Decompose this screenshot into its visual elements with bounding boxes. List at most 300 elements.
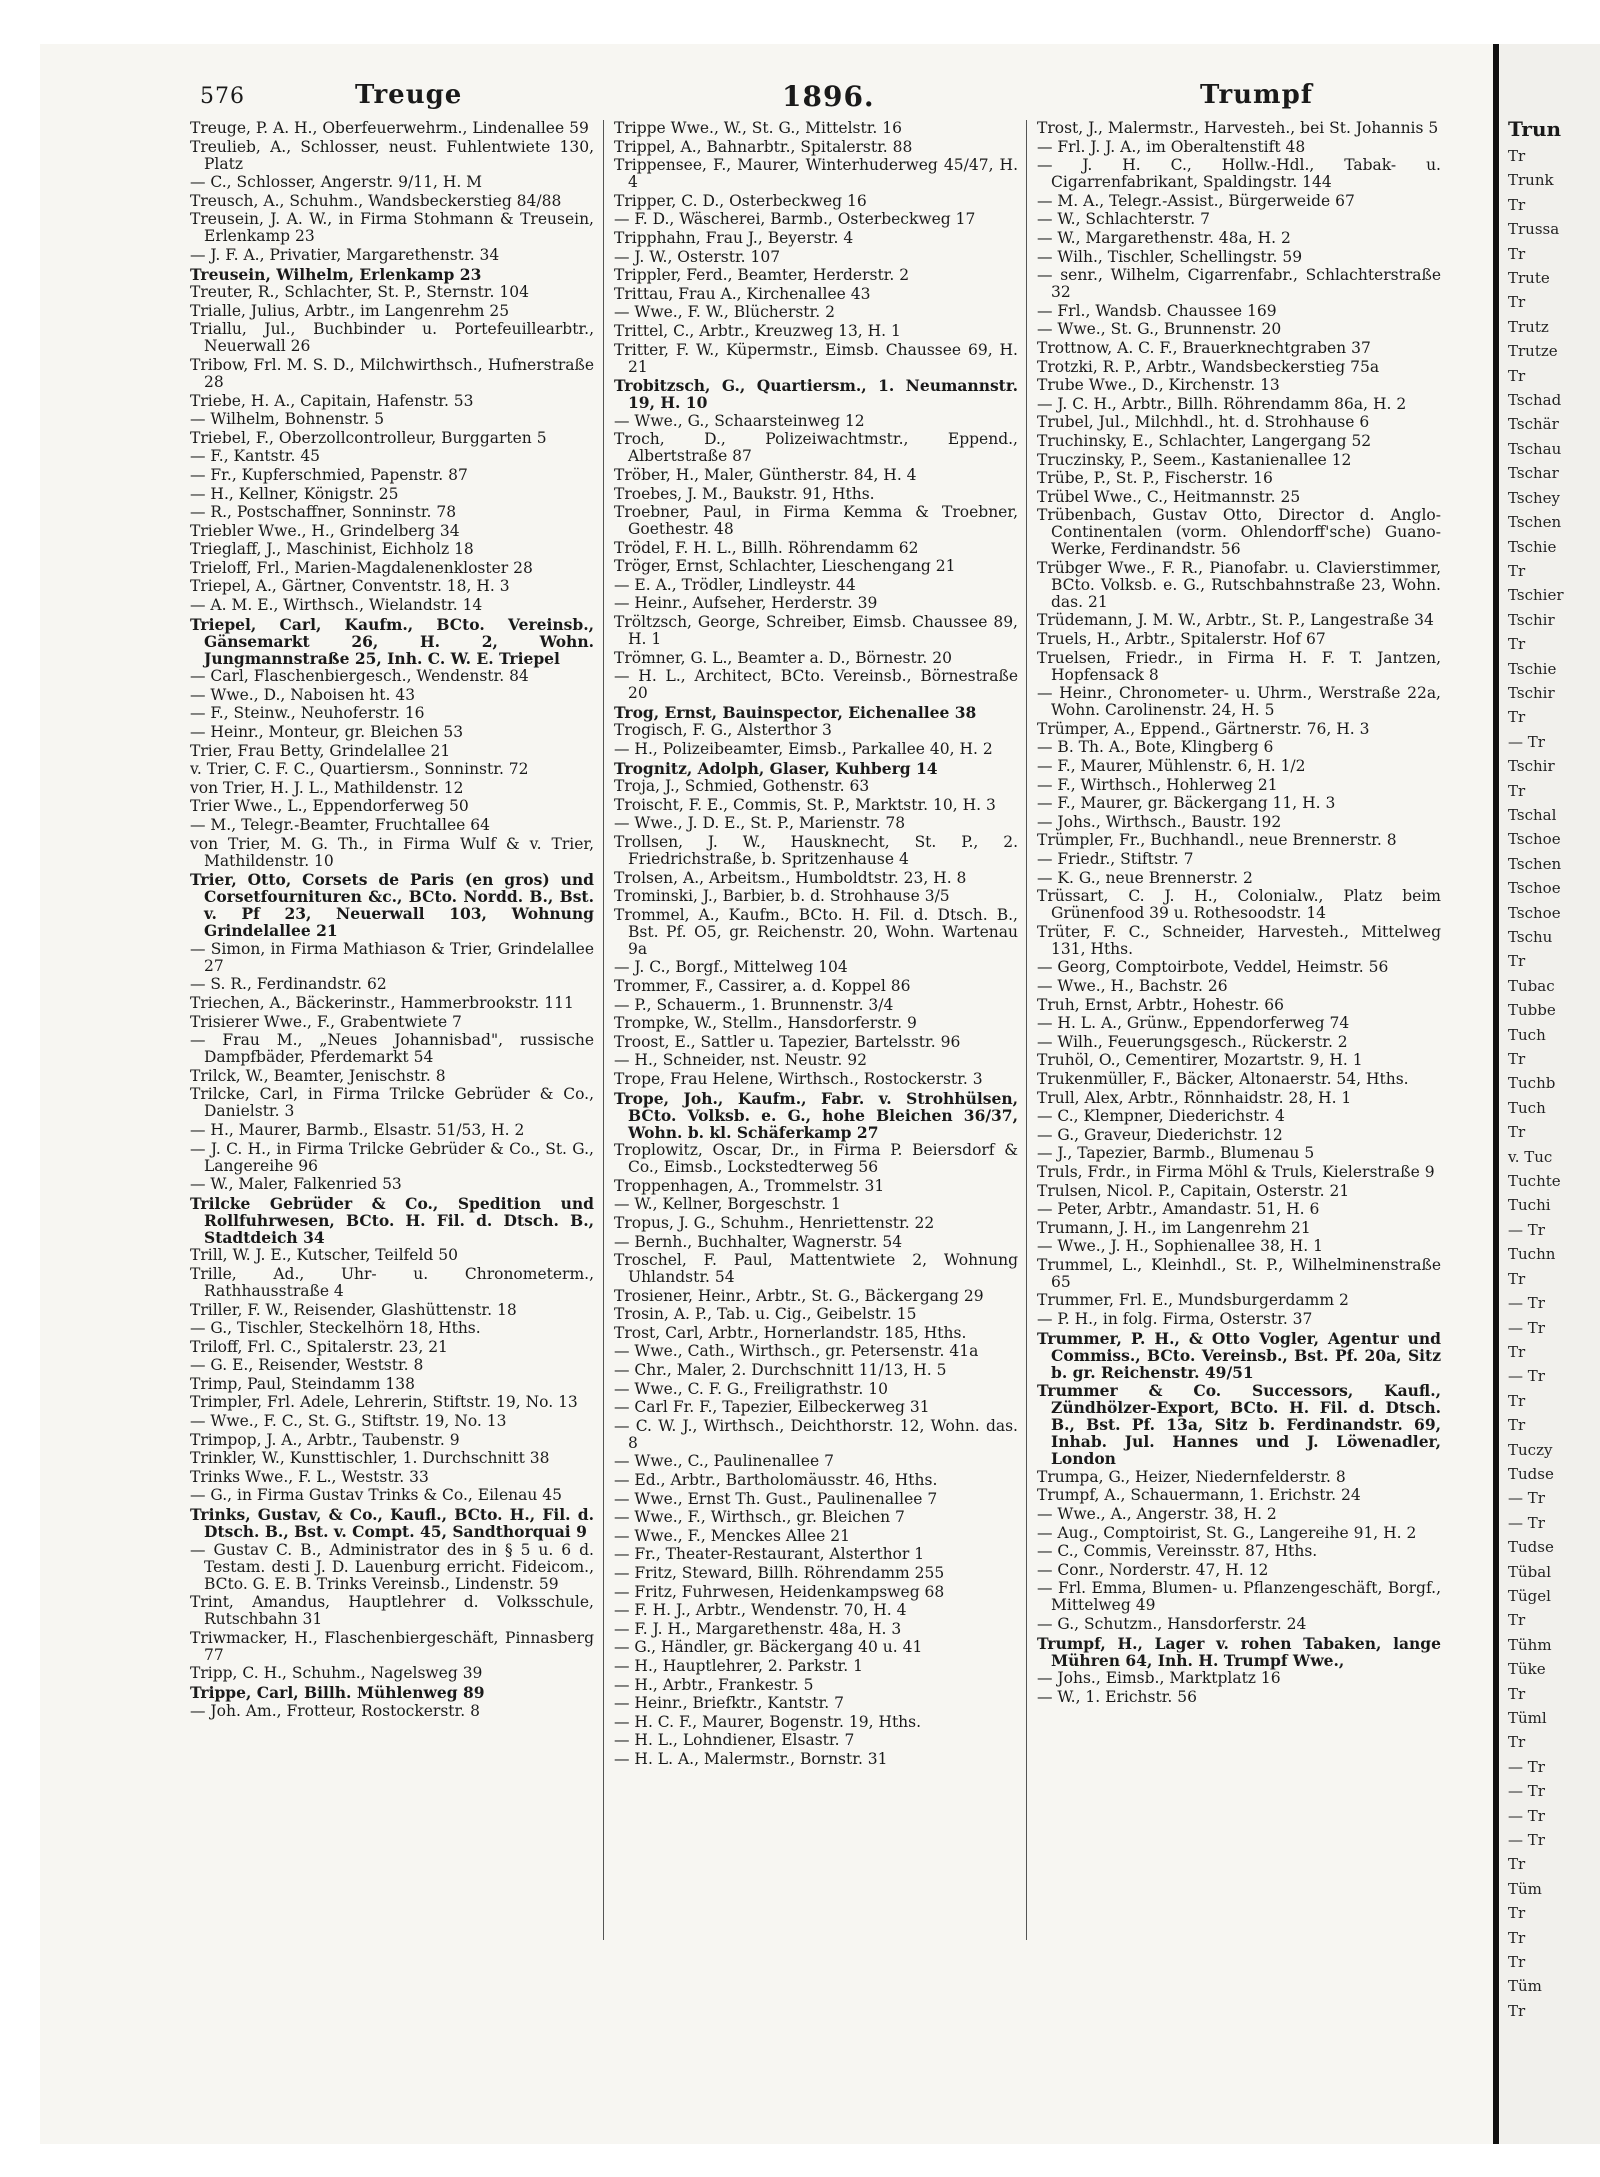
adjacent-page-line: — Tr [1508, 1489, 1545, 1508]
directory-entry: Treusein, J. A. W., in Firma Stohmann & Treusein, Erlenkamp 23 [190, 210, 594, 246]
directory-entry: — F. D., Wäscherei, Barmb., Osterbeckweg 17 [614, 210, 976, 229]
adjacent-page-line: — Tr [1508, 1757, 1545, 1776]
directory-entry: — W., 1. Erichstr. 56 [1037, 1687, 1197, 1706]
adjacent-page-line: Tuch [1508, 1025, 1546, 1044]
adjacent-page-line: v. Tuc [1508, 1147, 1553, 1166]
directory-entry: — P., Schauerm., 1. Brunnenstr. 3/4 [614, 995, 894, 1014]
directory-entry: Triepel, Carl, Kaufm., BCto. Vereinsb., Gänsemarkt 26, H. 2, Wohn. Jungmannstraße 25, Inh. C. W. E. Triepel [190, 614, 594, 668]
adjacent-page-line: Tr [1508, 293, 1526, 312]
directory-entry: Trumann, J. H., im Langenrehm 21 [1037, 1218, 1311, 1237]
adjacent-page-line: Trunk [1508, 171, 1554, 190]
directory-entry: v. Trier, C. F. C., Quartiersm., Sonninstr. 72 [190, 760, 529, 779]
directory-entry: Trotzki, R. P., Arbtr., Wandsbeckerstieg 75a [1037, 357, 1380, 376]
directory-entry: — G., Tischler, Steckelhörn 18, Hths. [190, 1319, 481, 1338]
directory-entry: — W., Kellner, Borgeschstr. 1 [614, 1195, 841, 1214]
directory-entry: — Wilh., Tischler, Schellingstr. 59 [1037, 247, 1303, 266]
directory-entry: Trolsen, A., Arbeitsm., Humboldtstr. 23, H. 8 [614, 868, 967, 887]
directory-entry: — Wwe., F., Menckes Allee 21 [614, 1526, 850, 1545]
directory-entry: — Wwe., F. W., Blücherstr. 2 [614, 303, 835, 322]
directory-entry: — Ed., Arbtr., Bartholomäusstr. 46, Hths. [614, 1471, 938, 1490]
directory-entry: Trubel, Jul., Milchhdl., ht. d. Strohhause 6 [1037, 413, 1370, 432]
directory-entry: Trommer, F., Cassirer, a. d. Koppel 86 [614, 976, 911, 995]
adjacent-page-line: Tuch [1508, 1098, 1546, 1117]
directory-entry: Trier, Frau Betty, Grindelallee 21 [190, 741, 451, 760]
directory-entry: Trilcke, Carl, in Firma Trilcke Gebrüder & Co., Danielstr. 3 [190, 1085, 594, 1121]
running-header [200, 80, 1500, 120]
adjacent-page-line: Trussa [1508, 220, 1560, 239]
adjacent-page-line: Tschoe [1508, 830, 1561, 849]
directory-entry: — K. G., neue Brennerstr. 2 [1037, 868, 1253, 887]
directory-entry: Tröger, Ernst, Schlachter, Lieschengang 21 [614, 557, 956, 576]
directory-entry: — M. A., Telegr.-Assist., Bürgerweide 67 [1037, 191, 1355, 210]
directory-entry: Trinkler, W., Kunsttischler, 1. Durchschnitt 38 [190, 1449, 550, 1468]
directory-entry: — Wwe., C. F. G., Freiligrathstr. 10 [614, 1379, 889, 1398]
directory-entry: Trüter, F. C., Schneider, Harvesteh., Mittelweg 131, Hths. [1037, 922, 1441, 958]
page-number: 576 [200, 84, 245, 109]
directory-entry: Troja, J., Schmied, Gothenstr. 63 [614, 777, 870, 796]
directory-entry: Tripp, C. H., Schuhm., Nagelsweg 39 [190, 1664, 483, 1683]
directory-entry: — Chr., Maler, 2. Durchschnitt 11/13, H. 5 [614, 1361, 947, 1380]
directory-entry: — J. H. C., Hollw.-Hdl., Tabak- u. Cigarrenfabrikant, Spaldingstr. 144 [1037, 156, 1441, 192]
directory-entry: — Frl., Wandsb. Chaussee 169 [1037, 301, 1277, 320]
directory-entry: — G., Schutzm., Hansdorferstr. 24 [1037, 1615, 1307, 1633]
adjacent-page-line: Tr [1508, 1391, 1526, 1410]
directory-entry: — H., Schneider, nst. Neustr. 92 [614, 1051, 867, 1070]
adjacent-page-line: — Tr [1508, 1806, 1545, 1825]
directory-entry: Trimpop, J. A., Arbtr., Taubenstr. 9 [190, 1430, 460, 1449]
directory-entry: Triller, F. W., Reisender, Glashüttenstr. 18 [190, 1300, 517, 1319]
directory-entry: — Frl. J. J. A., im Oberaltenstift 48 [1037, 137, 1306, 156]
directory-entry: — A. M. E., Wirthsch., Wielandstr. 14 [190, 596, 483, 615]
adjacent-page-line: Tubbe [1508, 1001, 1556, 1020]
directory-entry: — F., Kantstr. 45 [190, 447, 321, 466]
directory-entry: Troischt, F. E., Commis, St. P., Marktstr. 10, H. 3 [614, 795, 996, 814]
directory-entry: Trinks Wwe., F. L., Weststr. 33 [190, 1467, 429, 1486]
directory-entry: — W., Schlachterstr. 7 [1037, 210, 1210, 229]
directory-entry: Triallu, Jul., Buchbinder u. Portefeuillearbtr., Neuerwall 26 [190, 320, 594, 356]
directory-entry: Trille, Ad., Uhr- u. Chronometerm., Rathhausstraße 4 [190, 1264, 594, 1300]
directory-entry: Trumpf, H., Lager v. rohen Tabaken, lange Mühren 64, Inh. H. Trumpf Wwe., [1037, 1633, 1441, 1670]
adjacent-page-line: Tr [1508, 1050, 1526, 1069]
directory-entry: Trogisch, F. G., Alsterthor 3 [614, 721, 832, 740]
directory-entry: — Wwe., F., Wirthsch., gr. Bleichen 7 [614, 1508, 905, 1527]
directory-entry: — M., Telegr.-Beamter, Fruchtallee 64 [190, 816, 490, 834]
adjacent-page-line: Tuchb [1508, 1074, 1556, 1093]
directory-entry: Trüdemann, J. M. W., Arbtr., St. P., Langestraße 34 [1037, 611, 1434, 630]
directory-entry: — Wwe., G., Schaarsteinweg 12 [614, 411, 865, 430]
directory-entry: Treusein, Wilhelm, Erlenkamp 23 [190, 264, 482, 284]
directory-entry: — H., Kellner, Königstr. 25 [190, 484, 399, 503]
adjacent-page-line: Tühm [1508, 1635, 1552, 1654]
directory-entry: — H. L. A., Grünw., Eppendorferweg 74 [1037, 1014, 1350, 1033]
directory-entry: — G. E., Reisender, Weststr. 8 [190, 1356, 424, 1375]
header-first-entry: Treuge [355, 80, 463, 110]
directory-entry: Tritter, F. W., Küpermstr., Eimsb. Chaussee 69, H. 21 [614, 340, 1018, 376]
directory-entry: Triebel, F., Oberzollcontrolleur, Burggarten 5 [190, 428, 547, 447]
directory-entry: Trope, Frau Helene, Wirthsch., Rostockerstr. 3 [614, 1069, 983, 1088]
directory-entry: Treuge, P. A. H., Oberfeuerwehrm., Lindenallee 59 [190, 120, 589, 137]
directory-entry: Trier, Otto, Corsets de Paris (en gros) und Corsetfournituren &c., BCto. Nordd. B., Bst. v. Pf 23, Neuerwall 103, Wohnung Grindelallee 21 [190, 870, 594, 941]
directory-entry: — F. H. J., Arbtr., Wendenstr. 70, H. 4 [614, 1601, 907, 1620]
adjacent-page-line: Tr [1508, 1342, 1526, 1361]
directory-entry: Trübger Wwe., F. R., Pianofabr. u. Clavierstimmer, BCto. Volksb. e. G., Rutschbahnstraße 23, Wohn. das. 21 [1037, 558, 1441, 611]
directory-entry: Triechen, A., Bäckerinstr., Hammerbrookstr. 111 [190, 993, 574, 1012]
directory-entry: Trummer, P. H., & Otto Vogler, Agentur und Commiss., BCto. Vereinsb., Bst. Pf. 20a, Sitz b. gr. Reichenstr. 49/51 [1037, 1328, 1441, 1382]
directory-entry: Trummer & Co. Successors, Kaufl., Zündhölzer-Export, BCto. H. Fil. d. Dtsch. B., Bst. Pf. 13a, Sitz b. Ferdinandstr. 69, Inhab. Jul. Hannes und J. Löwenadler, London [1037, 1381, 1441, 1469]
directory-entry: Troch, D., Polizeiwachtmstr., Eppend., Albertstraße 87 [614, 430, 1018, 466]
adjacent-page-line: Tschir [1508, 683, 1555, 702]
directory-entry: Troebner, Paul, in Firma Kemma & Troebner, Goethestr. 48 [614, 503, 1018, 539]
directory-entry: Trittel, C., Arbtr., Kreuzweg 13, H. 1 [614, 321, 901, 340]
directory-entry: — H., Arbtr., Frankestr. 5 [614, 1675, 814, 1694]
directory-entry: Trübenbach, Gustav Otto, Director d. Anglo-Continentalen (vorm. Ohlendorff'sche) Guano-Werke, Ferdinandstr. 56 [1037, 506, 1441, 559]
header-last-entry: Trumpf [1200, 80, 1313, 110]
directory-entry: Triloff, Frl. C., Spitalerstr. 23, 21 [190, 1337, 448, 1356]
directory-entry: Treuter, R., Schlachter, St. P., Sternstr. 104 [190, 283, 529, 302]
directory-entry: — W., Margarethenstr. 48a, H. 2 [1037, 228, 1291, 247]
directory-entry: Trollsen, J. W., Hausknecht, St. P., 2. Friedrichstraße, b. Spritzenhause 4 [614, 833, 1018, 868]
directory-entry: — P. H., in folg. Firma, Osterstr. 37 [1037, 1310, 1313, 1329]
directory-entry: — H., Maurer, Barmb., Elsastr. 51/53, H. 2 [190, 1120, 525, 1139]
adjacent-page-line: Tuczy [1508, 1440, 1553, 1459]
directory-entry: Trippe, Carl, Billh. Mühlenweg 89 [190, 1683, 485, 1702]
header-year: 1896. [782, 80, 875, 113]
directory-entry: Truchinsky, E., Schlachter, Langergang 52 [1037, 431, 1372, 450]
adjacent-page-line: Tschau [1508, 439, 1562, 458]
directory-entry: — Conr., Norderstr. 47, H. 12 [1037, 1560, 1269, 1579]
adjacent-page-line: Tschal [1508, 805, 1557, 824]
directory-entry: Trosin, A. P., Tab. u. Cig., Geibelstr. 15 [614, 1305, 917, 1324]
adjacent-page-line: Tr [1508, 1611, 1526, 1630]
directory-entry: — Wwe., J. H., Sophienallee 38, H. 1 [1037, 1237, 1323, 1256]
directory-entry: Treusch, A., Schuhm., Wandsbeckerstieg 84/88 [190, 191, 562, 210]
directory-entry: — Heinr., Chronometer- u. Uhrm., Werstraße 22a, Wohn. Carolinenstr. 24, H. 5 [1037, 684, 1441, 720]
directory-entry: — Johs., Wirthsch., Baustr. 192 [1037, 812, 1282, 831]
adjacent-page-line: Tschen [1508, 513, 1562, 532]
directory-entry: — Simon, in Firma Mathiason & Trier, Grindelallee 27 [190, 939, 594, 975]
directory-entry: Trominski, J., Barbier, b. d. Strohhause 3/5 [614, 887, 950, 906]
directory-entry: — J. C. H., in Firma Trilcke Gebrüder & Co., St. G., Langereihe 96 [190, 1139, 594, 1175]
directory-entry: Trumpa, G., Heizer, Niedernfelderstr. 8 [1037, 1467, 1346, 1486]
directory-entry: Trömner, G. L., Beamter a. D., Börnestr. 20 [614, 648, 952, 667]
directory-entry: — H. C. F., Maurer, Bogenstr. 19, Hths. [614, 1712, 922, 1731]
directory-entry: — G., in Firma Gustav Trinks & Co., Eilenau 45 [190, 1486, 563, 1505]
directory-entry: Troost, E., Sattler u. Tapezier, Bartelsstr. 96 [614, 1032, 961, 1051]
directory-entry: Trill, W. J. E., Kutscher, Teilfeld 50 [190, 1246, 458, 1265]
directory-entry: Tröltzsch, George, Schreiber, Eimsb. Chaussee 89, H. 1 [614, 613, 1018, 649]
adjacent-page-line: Tr [1508, 1928, 1526, 1947]
adjacent-page-line: Tüm [1508, 1977, 1542, 1996]
directory-entry: — Fr., Kupferschmied, Papenstr. 87 [190, 465, 468, 484]
directory-entry: — F. J. H., Margarethenstr. 48a, H. 3 [614, 1619, 902, 1638]
directory-entry: Trippel, A., Bahnarbtr., Spitalerstr. 88 [614, 137, 913, 156]
directory-entry: — senr., Wilhelm, Cigarrenfabr., Schlachterstraße 32 [1037, 266, 1441, 302]
adjacent-page-line: Tügel [1508, 1586, 1551, 1605]
directory-entry: Trippensee, F., Maurer, Winterhuderweg 45/47, H. 4 [614, 156, 1018, 192]
adjacent-page-line: — Tr [1508, 732, 1545, 751]
directory-entry: Trog, Ernst, Bauinspector, Eichenallee 38 [614, 702, 977, 722]
directory-entry: Trukenmüller, F., Bäcker, Altonaerstr. 54, Hths. [1037, 1069, 1409, 1088]
directory-entry: von Trier, M. G. Th., in Firma Wulf & v. Trier, Mathildenstr. 10 [190, 834, 594, 870]
adjacent-page-line: Tuchte [1508, 1172, 1561, 1191]
adjacent-page-line: Tudse [1508, 1538, 1554, 1557]
page-binding-edge [1493, 44, 1499, 2144]
adjacent-page-line: Tudse [1508, 1464, 1554, 1483]
directory-entry: Trosiener, Heinr., Arbtr., St. G., Bäckergang 29 [614, 1286, 984, 1305]
directory-entry: — Heinr., Aufseher, Herderstr. 39 [614, 594, 878, 613]
directory-entry: — R., Postschaffner, Sonninstr. 78 [190, 503, 457, 522]
column-rule [1026, 120, 1027, 1940]
directory-entry: — Wilh., Feuerungsgesch., Rückerstr. 2 [1037, 1032, 1348, 1051]
adjacent-page-line: Tr [1508, 1416, 1526, 1435]
directory-entry: von Trier, H. J. L., Mathildenstr. 12 [190, 778, 464, 797]
directory-entry: Triwmacker, H., Flaschenbiergeschäft, Pinnasberg 77 [190, 1628, 594, 1664]
adjacent-page-line: Tr [1508, 1904, 1526, 1923]
adjacent-page-line: Tüm [1508, 1879, 1542, 1898]
adjacent-page-line: Tübal [1508, 1562, 1552, 1581]
directory-entry: — Wwe., J. D. E., St. P., Marienstr. 78 [614, 814, 906, 833]
directory-entry: Trümper, A., Eppend., Gärtnerstr. 76, H. 3 [1037, 719, 1370, 738]
adjacent-page-line: Tschir [1508, 757, 1555, 776]
adjacent-page-line: Tr [1508, 1684, 1526, 1703]
directory-entry: Truh, Ernst, Arbtr., Hohestr. 66 [1037, 995, 1285, 1014]
directory-entry: Trottnow, A. C. F., Brauerknechtgraben 37 [1037, 338, 1371, 357]
adjacent-page-edge [1500, 44, 1600, 2144]
directory-entry: Tribow, Frl. M. S. D., Milchwirthsch., Hufnerstraße 28 [190, 355, 594, 391]
adjacent-page-line: Tr [1508, 366, 1526, 385]
adjacent-page-line: Tr [1508, 635, 1526, 654]
directory-entry: — F., Maurer, Mühlenstr. 6, H. 1/2 [1037, 757, 1306, 776]
adjacent-page-line: Tüml [1508, 1709, 1547, 1727]
adjacent-page-lines [1500, 144, 1600, 2023]
directory-entry: — F., Maurer, gr. Bäckergang 11, H. 3 [1037, 794, 1336, 813]
directory-entry: Tröber, H., Maler, Güntherstr. 84, H. 4 [614, 465, 917, 484]
directory-entry: Trippe Wwe., W., St. G., Mittelstr. 16 [614, 120, 902, 137]
directory-entry: — Aug., Comptoirist, St. G., Langereihe 91, H. 2 [1037, 1523, 1417, 1542]
directory-entry: — J., Tapezier, Barmb., Blumenau 5 [1037, 1144, 1315, 1163]
directory-entry: Trobitzsch, G., Quartiersm., 1. Neumannstr. 19, H. 10 [614, 376, 1018, 413]
directory-entry: — C. W. J., Wirthsch., Deichthorstr. 12, Wohn. das. 8 [614, 1416, 1018, 1452]
adjacent-page-line: Tubac [1508, 976, 1555, 995]
adjacent-page-line: — Tr [1508, 1831, 1545, 1850]
directory-entry: Truls, Frdr., in Firma Möhl & Truls, Kielerstraße 9 [1037, 1162, 1435, 1181]
directory-entry: — C., Schlosser, Angerstr. 9/11, H. M [190, 173, 483, 192]
directory-entry: — Fritz, Steward, Billh. Röhrendamm 255 [614, 1564, 945, 1582]
adjacent-page-line: Tüke [1508, 1660, 1546, 1679]
directory-entry: Trimp, Paul, Steindamm 138 [190, 1374, 415, 1393]
directory-entry: Trippler, Ferd., Beamter, Herderstr. 2 [614, 266, 910, 285]
directory-entry: Trübel Wwe., C., Heitmannstr. 25 [1037, 487, 1301, 506]
directory-entry: — Bernh., Buchhalter, Wagnerstr. 54 [614, 1232, 903, 1251]
adjacent-page-header: Trun [1508, 117, 1562, 141]
adjacent-page-line: — Tr [1508, 1318, 1545, 1337]
directory-entry: Troschel, F. Paul, Mattentwiete 2, Wohnung Uhlandstr. 54 [614, 1251, 1018, 1287]
directory-entry: Trieglaff, J., Maschinist, Eichholz 18 [190, 540, 474, 559]
column-rule [603, 120, 604, 1940]
directory-entry: — Heinr., Briefktr., Kantstr. 7 [614, 1694, 844, 1713]
adjacent-page-line: — Tr [1508, 1294, 1545, 1313]
directory-entry: — H. L., Lohndiener, Elsastr. 7 [614, 1731, 855, 1750]
directory-entry: — Wwe., Cath., Wirthsch., gr. Petersenstr. 41a [614, 1342, 979, 1361]
adjacent-page-line: — Tr [1508, 1220, 1545, 1239]
directory-entry: Trompke, W., Stellm., Hansdorferstr. 9 [614, 1014, 917, 1033]
directory-entry: — Gustav C. B., Administrator des in § 5 u. 6 d. Testam. desti J. D. Lauenburg erricht. Fideicom., BCto. G. E. B. Trinks Vereinsb., Lindenstr. 59 [190, 1540, 594, 1593]
directory-entry: Trull, Alex, Arbtr., Rönnhaidstr. 28, H. 1 [1037, 1088, 1352, 1107]
directory-entry: Trimpler, Frl. Adele, Lehrerin, Stiftstr. 19, No. 13 [190, 1393, 578, 1412]
directory-entry: Tripper, C. D., Osterbeckweg 16 [614, 191, 867, 210]
directory-entry: — Joh. Am., Frotteur, Rostockerstr. 8 [190, 1701, 480, 1720]
adjacent-page-line: Tr [1508, 2001, 1526, 2020]
directory-entry: Trinks, Gustav, & Co., Kaufl., BCto. H., Fil. d. Dtsch. B., Bst. v. Compt. 45, Sandthorquai 9 [190, 1505, 594, 1542]
adjacent-page-line: Tr [1508, 1123, 1526, 1142]
adjacent-page-line: Tschier [1508, 586, 1564, 605]
directory-entry: — C., Commis, Vereinsstr. 87, Hths. [1037, 1542, 1318, 1561]
directory-entry: — H. L. A., Malermstr., Bornstr. 31 [614, 1749, 888, 1768]
directory-entry: Trulsen, Nicol. P., Capitain, Osterstr. 21 [1037, 1181, 1350, 1200]
directory-entry: — Fritz, Fuhrwesen, Heidenkampsweg 68 [614, 1582, 945, 1601]
directory-entry: Trope, Joh., Kaufm., Fabr. v. Strohhülsen, BCto. Volksb. e. G., hohe Bleichen 36/37, Wohn. b. kl. Schäferkamp 27 [614, 1088, 1018, 1142]
directory-entry: Trommel, A., Kaufm., BCto. H. Fil. d. Dtsch. B., Bst. Pf. O5, gr. Reichenstr. 20, Wohn. Wartenau 9a [614, 905, 1018, 958]
adjacent-page-line: Trutz [1508, 317, 1549, 336]
directory-entry: — Friedr., Stiftstr. 7 [1037, 850, 1194, 868]
directory-entry: Tripphahn, Frau J., Beyerstr. 4 [614, 228, 854, 247]
adjacent-page-line: Tr [1508, 195, 1526, 214]
directory-column-2 [614, 120, 1018, 1770]
adjacent-page-line: Tr [1508, 1733, 1526, 1752]
directory-entry: Trognitz, Adolph, Glaser, Kuhberg 14 [614, 758, 938, 778]
directory-entry: — B. Th. A., Bote, Klingberg 6 [1037, 738, 1274, 757]
directory-column-1 [190, 120, 594, 1721]
directory-entry: — Wwe., F. C., St. G., Stiftstr. 19, No. 13 [190, 1412, 507, 1431]
directory-entry: Trummel, L., Kleinhdl., St. P., Wilhelminenstraße 65 [1037, 1255, 1441, 1291]
directory-entry: — Carl Fr. F., Tapezier, Eilbeckerweg 31 [614, 1398, 930, 1417]
directory-entry: Troppenhagen, A., Trommelstr. 31 [614, 1176, 885, 1195]
directory-entry: Tropus, J. G., Schuhm., Henriettenstr. 22 [614, 1213, 935, 1232]
directory-entry: — F., Steinw., Neuhoferstr. 16 [190, 704, 425, 723]
directory-entry: — C., Klempner, Diederichstr. 4 [1037, 1107, 1285, 1126]
directory-entry: Trube Wwe., D., Kirchenstr. 13 [1037, 376, 1280, 395]
directory-entry: — Carl, Flaschenbiergesch., Wendenstr. 84 [190, 667, 529, 686]
adjacent-page-line: Trute [1508, 269, 1550, 288]
directory-entry: Triepel, A., Gärtner, Conventstr. 18, H. 3 [190, 577, 510, 596]
directory-entry: Trost, J., Malermstr., Harvesteh., bei St. Johannis 5 [1037, 120, 1439, 137]
adjacent-page-line: Tschir [1508, 610, 1555, 629]
adjacent-page-line: Tr [1508, 1855, 1526, 1874]
directory-entry: — F., Wirthsch., Hohlerweg 21 [1037, 775, 1278, 794]
directory-entry: — Wwe., Ernst Th. Gust., Paulinenallee 7 [614, 1489, 938, 1508]
adjacent-page-line: Tr [1508, 1269, 1526, 1288]
directory-entry: — Wwe., St. G., Brunnenstr. 20 [1037, 320, 1282, 339]
directory-entry: Trier Wwe., L., Eppendorferweg 50 [190, 797, 469, 816]
adjacent-page-line: Tr [1508, 147, 1526, 165]
directory-column-3 [1037, 120, 1441, 1707]
adjacent-page-line: Tr [1508, 781, 1526, 800]
directory-entry: Truelsen, Friedr., in Firma H. F. T. Jantzen, Hopfensack 8 [1037, 648, 1441, 684]
directory-entry: — S. R., Ferdinandstr. 62 [190, 975, 387, 994]
adjacent-page-line: — Tr [1508, 1513, 1545, 1532]
directory-entry: Truels, H., Arbtr., Spitalerstr. Hof 67 [1037, 630, 1326, 649]
directory-entry: — Frau M., „Neues Johannisbad", russische Dampfbäder, Pferdemarkt 54 [190, 1031, 594, 1067]
adjacent-page-line: — Tr [1508, 1782, 1545, 1801]
directory-entry: Trilcke Gebrüder & Co., Spedition und Rollfuhrwesen, BCto. H. Fil. d. Dtsch. B., Stadtdeich 34 [190, 1193, 594, 1247]
directory-entry: — G., Graveur, Diederichstr. 12 [1037, 1125, 1283, 1144]
directory-entry: Triebler Wwe., H., Grindelberg 34 [190, 521, 460, 540]
directory-entry: Trummer, Frl. E., Mundsburgerdamm 2 [1037, 1291, 1349, 1310]
adjacent-page-line: Tr [1508, 244, 1526, 263]
directory-entry: Trüssart, C. J. H., Colonialw., Platz beim Grünenfood 39 u. Rothesoodstr. 14 [1037, 887, 1441, 923]
adjacent-page-line: Tschie [1508, 659, 1557, 678]
directory-entry: — Georg, Comptoirbote, Veddel, Heimstr. 56 [1037, 958, 1389, 977]
directory-entry: Trümpler, Fr., Buchhandl., neue Brennerstr. 8 [1037, 831, 1397, 850]
directory-entry: — Frl. Emma, Blumen- u. Pflanzengeschäft, Borgf., Mittelweg 49 [1037, 1579, 1441, 1615]
directory-entry: — Wwe., C., Paulinenallee 7 [614, 1452, 834, 1471]
directory-entry: Troplowitz, Oscar, Dr., in Firma P. Beiersdorf & Co., Eimsb., Lockstedterweg 56 [614, 1141, 1018, 1177]
directory-entry: Trumpf, A., Schauermann, 1. Erichstr. 24 [1037, 1486, 1361, 1505]
directory-entry: Truczinsky, P., Seem., Kastanienallee 12 [1037, 450, 1352, 469]
adjacent-page-line: — Tr [1508, 1367, 1545, 1386]
directory-entry: — Wwe., D., Naboisen ht. 43 [190, 685, 416, 704]
directory-entry: — Wilhelm, Bohnenstr. 5 [190, 410, 385, 429]
directory-entry: Trittau, Frau A., Kirchenallee 43 [614, 284, 871, 303]
directory-entry: Trint, Amandus, Hauptlehrer d. Volksschule, Rutschbahn 31 [190, 1593, 594, 1629]
directory-entry: Trilck, W., Beamter, Jenischstr. 8 [190, 1066, 446, 1085]
adjacent-page-line: Tuchi [1508, 1196, 1551, 1215]
directory-entry: Trübe, P., St. P., Fischerstr. 16 [1037, 469, 1273, 488]
adjacent-page-line: Trutze [1508, 342, 1558, 361]
directory-entry: — J. C., Borgf., Mittelweg 104 [614, 958, 848, 977]
adjacent-page-line: Tr [1508, 561, 1526, 580]
directory-entry: — E. A., Trödler, Lindleystr. 44 [614, 575, 856, 594]
adjacent-page-line: Tschar [1508, 464, 1559, 483]
directory-entry: Truhöl, O., Cementirer, Mozartstr. 9, H. 1 [1037, 1051, 1363, 1070]
adjacent-page-line: Tschen [1508, 854, 1562, 873]
directory-entry: — J. F. A., Privatier, Margarethenstr. 34 [190, 245, 500, 264]
directory-entry: — Wwe., H., Bachstr. 26 [1037, 976, 1228, 995]
adjacent-page-line: Tschär [1508, 415, 1559, 434]
directory-entry: Troebes, J. M., Baukstr. 91, Hths. [614, 484, 875, 503]
adjacent-page-line: Tschie [1508, 537, 1557, 556]
directory-entry: Trialle, Julius, Arbtr., im Langenrehm 25 [190, 301, 510, 320]
directory-entry: — H. L., Architect, BCto. Vereinsb., Börnestraße 20 [614, 667, 1018, 703]
directory-entry: — H., Polizeibeamter, Eimsb., Parkallee 40, H. 2 [614, 740, 993, 759]
directory-entry: — Peter, Arbtr., Amandastr. 51, H. 6 [1037, 1200, 1320, 1219]
adjacent-page-line: Tschey [1508, 488, 1561, 507]
adjacent-page-line: Tr [1508, 708, 1526, 727]
directory-entry: — Fr., Theater-Restaurant, Alsterthor 1 [614, 1545, 925, 1564]
adjacent-page-line: Tschoe [1508, 903, 1561, 922]
directory-entry: — Heinr., Monteur, gr. Bleichen 53 [190, 723, 464, 742]
directory-entry: — H., Hauptlehrer, 2. Parkstr. 1 [614, 1656, 863, 1675]
directory-entry: Treulieb, A., Schlosser, neust. Fuhlentwiete 130, Platz [190, 137, 594, 173]
directory-entry: — Johs., Eimsb., Marktplatz 16 [1037, 1669, 1281, 1688]
directory-entry: Trieloff, Frl., Marien-Magdalenenkloster 28 [190, 558, 533, 577]
adjacent-page-line: Tschad [1508, 391, 1562, 410]
directory-entry: — Wwe., A., Angerstr. 38, H. 2 [1037, 1505, 1277, 1524]
directory-entry: Trisierer Wwe., F., Grabentwiete 7 [190, 1012, 462, 1031]
adjacent-page-line: Tr [1508, 952, 1526, 971]
directory-entry: — G., Händler, gr. Bäckergang 40 u. 41 [614, 1638, 923, 1657]
directory-entry: — J. W., Osterstr. 107 [614, 247, 781, 266]
directory-entry: — J. C. H., Arbtr., Billh. Röhrendamm 86a, H. 2 [1037, 394, 1407, 413]
adjacent-page-line: Tr [1508, 1953, 1526, 1972]
adjacent-page-line: Tschu [1508, 928, 1553, 946]
directory-entry: Trödel, F. H. L., Billh. Röhrendamm 62 [614, 538, 919, 557]
directory-entry: Trost, Carl, Arbtr., Hornerlandstr. 185, Hths. [614, 1323, 967, 1342]
directory-entry: — W., Maler, Falkenried 53 [190, 1175, 402, 1194]
adjacent-page-line: Tschoe [1508, 879, 1561, 898]
directory-entry: Triebe, H. A., Capitain, Hafenstr. 53 [190, 391, 474, 410]
adjacent-page-line: Tuchn [1508, 1245, 1556, 1264]
